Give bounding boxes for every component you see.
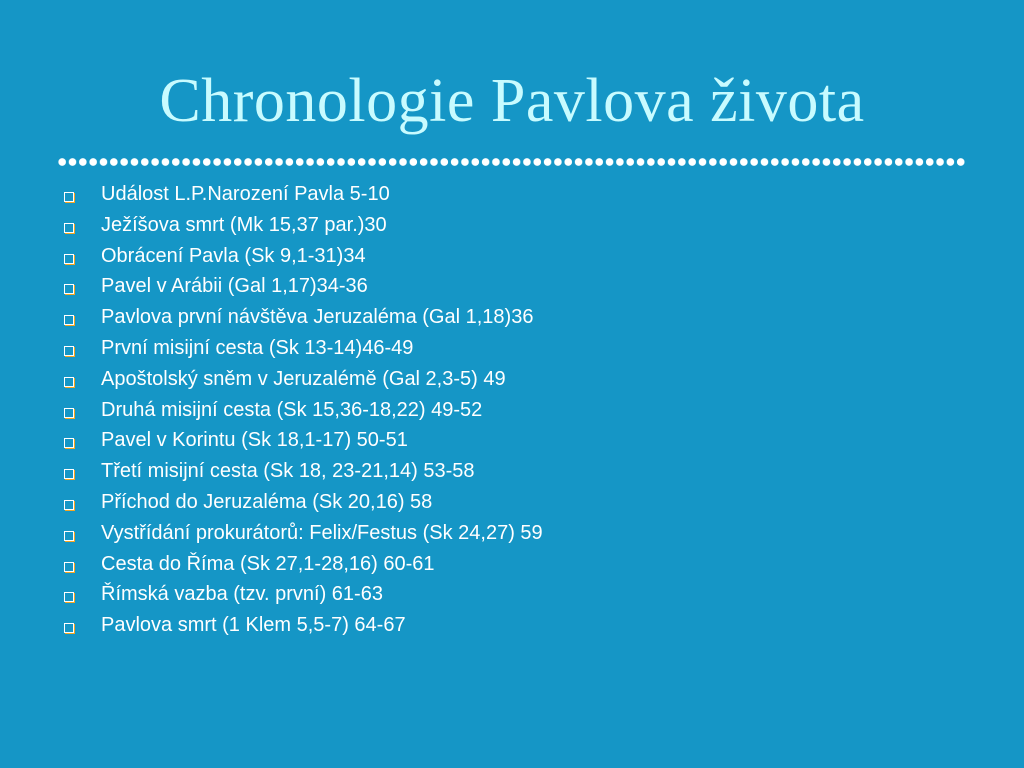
list-item [64, 582, 543, 613]
square-bullet-icon [64, 377, 74, 387]
square-bullet-icon [64, 500, 74, 510]
list-item-text: Třetí misijní cesta (Sk 18, 23-21,14) 53-58 [101, 460, 475, 483]
list-item [64, 182, 543, 213]
square-bullet-icon [64, 469, 74, 479]
square-bullet-icon [64, 315, 74, 325]
list-item [64, 613, 543, 644]
list-item-text: Druhá misijní cesta (Sk 15,36-18,22) 49-52 [101, 398, 483, 421]
list-item [64, 336, 543, 367]
list-item-text: Apoštolský sněm v Jeruzalémě (Gal 2,3-5) 49 [101, 367, 506, 390]
list-item-text: Pavel v Korintu (Sk 18,1-17) 50-51 [101, 429, 408, 452]
list-item-text: První misijní cesta (Sk 13-14)46-49 [101, 336, 414, 359]
square-bullet-icon [64, 531, 74, 541]
list-item [64, 305, 543, 336]
square-bullet-icon [64, 562, 74, 572]
list-item [64, 213, 543, 244]
square-bullet-icon [64, 408, 74, 418]
square-bullet-icon [64, 223, 74, 233]
list-item-text: Ježíšova smrt (Mk 15,37 par.)30 [101, 213, 387, 236]
list-item-text: Pavel v Arábii (Gal 1,17)34-36 [101, 275, 368, 298]
square-bullet-icon [64, 438, 74, 448]
list-item-text: Cesta do Říma (Sk 27,1-28,16) 60-61 [101, 552, 435, 575]
list-item-text: Vystřídání prokurátorů: Felix/Festus (Sk 24,27) 59 [101, 521, 543, 544]
list-item-text: Římská vazba (tzv. první) 61-63 [101, 583, 383, 606]
bullet-list [64, 182, 543, 644]
list-item [64, 552, 543, 583]
square-bullet-icon [64, 623, 74, 633]
square-bullet-icon [64, 284, 74, 294]
list-item-text: Událost L.P.Narození Pavla 5-10 [101, 183, 390, 205]
list-item [64, 459, 543, 490]
square-bullet-icon [64, 254, 74, 264]
slide-title: Chronologie Pavlova života [159, 67, 865, 135]
list-item [64, 490, 543, 521]
list-item [64, 367, 543, 398]
dotted-divider [57, 158, 967, 166]
square-bullet-icon [64, 346, 74, 356]
list-item [64, 521, 543, 552]
list-item [64, 428, 543, 459]
list-item-text: Pavlova první návštěva Jeruzaléma (Gal 1,18)36 [101, 306, 534, 329]
square-bullet-icon [64, 592, 74, 602]
list-item [64, 244, 543, 275]
list-item [64, 274, 543, 305]
list-item-text: Pavlova smrt (1 Klem 5,5-7) 64-67 [101, 614, 406, 637]
list-item-text: Příchod do Jeruzaléma (Sk 20,16) 58 [101, 490, 433, 513]
list-item-text: Obrácení Pavla (Sk 9,1-31)34 [101, 244, 366, 267]
list-item [64, 398, 543, 429]
square-bullet-icon [64, 192, 74, 202]
